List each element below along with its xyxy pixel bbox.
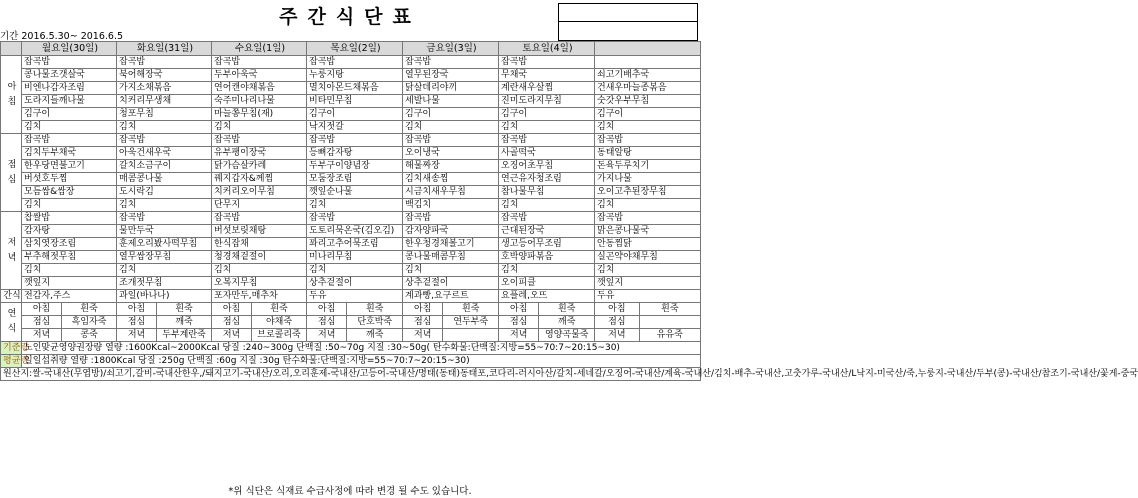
- menu-cell: 깻잎지: [595, 277, 701, 290]
- menu-cell: 낙지젓갈: [307, 121, 403, 134]
- yeonsik-slot: 점심: [403, 316, 443, 328]
- menu-cell: 치커리무생채: [117, 95, 212, 108]
- yeonsik-value: [640, 316, 700, 328]
- menu-cell: 잡곡밥: [307, 134, 403, 147]
- yeonsik-value: 흰죽: [80, 304, 98, 314]
- menu-cell: 잡곡밥: [403, 56, 499, 69]
- yeonsik-label-text: 연 식: [7, 309, 17, 334]
- menu-cell: 모듬쌈&쌈장: [22, 186, 117, 199]
- menu-cell: 도토리묵온국(김오김): [307, 225, 403, 238]
- menu-cell: 상추겉절이: [307, 277, 403, 290]
- menu-cell: 김치: [117, 121, 212, 134]
- day-header: 수요일(1일): [212, 42, 307, 56]
- menu-cell: 물만두국: [117, 225, 212, 238]
- menu-cell: 잡곡밥: [499, 56, 595, 69]
- menu-row: [1, 238, 701, 251]
- menu-cell: 가지소채볶음: [117, 82, 212, 95]
- yeonsik-value: 흰죽: [661, 304, 679, 314]
- menu-cell: 참나물무침: [499, 186, 595, 199]
- day-header: 화요일(31일): [117, 42, 212, 56]
- menu-cell: 한우당면불고기: [22, 160, 117, 173]
- menu-cell: 청경채겉절이: [212, 251, 307, 264]
- yeonsik-slot: 저녁: [117, 329, 157, 341]
- menu-cell: 감자양파국: [403, 225, 499, 238]
- snack-cell: 포자만두,매추차: [212, 290, 307, 303]
- menu-cell: 감자탕: [22, 225, 117, 238]
- menu-cell: 안동찜닭: [595, 238, 701, 251]
- menu-row: [1, 199, 701, 212]
- menu-cell: 잡곡밥: [403, 212, 499, 225]
- menu-row: [1, 134, 701, 147]
- menu-row: [1, 95, 701, 108]
- menu-cell: 김치: [22, 199, 117, 212]
- menu-cell: 김치: [595, 264, 701, 277]
- menu-cell: 김치: [307, 199, 403, 212]
- yeonsik-cell: [499, 329, 595, 342]
- yeonsik-value: 단호박죽: [357, 317, 393, 327]
- menu-cell: 오이냉국: [403, 147, 499, 160]
- menu-cell: 갈치소금구이: [117, 160, 212, 173]
- menu-cell: 잡곡밥: [117, 56, 212, 69]
- menu-cell: 호박양파볶음: [499, 251, 595, 264]
- standard-row: [1, 355, 701, 368]
- menu-cell: 비타민무침: [307, 95, 403, 108]
- menu-cell: 상추겉절이: [403, 277, 499, 290]
- menu-cell: 버섯호두찜: [22, 173, 117, 186]
- menu-cell: 찹쌀밥: [22, 212, 117, 225]
- yeonsik-value: 깨죽: [175, 317, 193, 327]
- menu-cell: 오이피클: [499, 277, 595, 290]
- menu-cell: 잡곡밥: [212, 134, 307, 147]
- meal-label: [1, 134, 22, 212]
- yeonsik-slot: 아침: [22, 303, 62, 315]
- menu-cell: 유부팽이장국: [212, 147, 307, 160]
- menu-cell: 콩나물조갯살국: [22, 69, 117, 82]
- menu-cell: 잡곡밥: [117, 134, 212, 147]
- menu-cell: 누룽지탕: [307, 69, 403, 82]
- yeonsik-cell: [212, 316, 307, 329]
- approval-box: [558, 3, 698, 41]
- yeonsik-cell: [307, 316, 403, 329]
- menu-row: [1, 160, 701, 173]
- menu-cell: 꽈리고추어묵조림: [307, 238, 403, 251]
- snack-cell: 전감자,주스: [22, 290, 117, 303]
- yeonsik-cell: [117, 316, 212, 329]
- menu-row: [1, 121, 701, 134]
- menu-cell: 생고등어무조림: [499, 238, 595, 251]
- yeonsik-cell: [22, 329, 117, 342]
- yeonsik-cell: [595, 316, 701, 329]
- snack-cell: 과일(바나나): [117, 290, 212, 303]
- yeonsik-cell: [403, 329, 499, 342]
- menu-row: [1, 264, 701, 277]
- yeonsik-cell: [22, 303, 117, 316]
- menu-cell: 잡곡밥: [499, 134, 595, 147]
- menu-cell: 열무쌈장무침: [117, 251, 212, 264]
- yeonsik-value: 흰죽: [175, 304, 193, 314]
- menu-row: [1, 82, 701, 95]
- menu-row: [1, 147, 701, 160]
- menu-cell: 한우청경채볼고기: [403, 238, 499, 251]
- menu-row: [1, 108, 701, 121]
- menu-cell: 비엔나감자조림: [22, 82, 117, 95]
- menu-cell: 김치: [212, 121, 307, 134]
- day-header: 목요일(2일): [307, 42, 403, 56]
- menu-cell: 김치: [595, 199, 701, 212]
- snack-cell: 두유: [595, 290, 701, 303]
- menu-row: [1, 251, 701, 264]
- meal-label-text: 저 녁: [7, 237, 17, 263]
- menu-cell: 한식잡채: [212, 238, 307, 251]
- yeonsik-label: [1, 303, 22, 342]
- yeonsik-slot: 아침: [403, 303, 443, 315]
- snack-cell: 계과빵,요구르트: [403, 290, 499, 303]
- menu-cell: 잡곡밥: [403, 134, 499, 147]
- menu-cell: 치커리오이무침: [212, 186, 307, 199]
- yeonsik-cell: [212, 329, 307, 342]
- menu-cell: 백김치: [403, 199, 499, 212]
- menu-cell: 부추해젓무침: [22, 251, 117, 264]
- yeonsik-row: [1, 316, 701, 329]
- menu-cell: 아욱건새우국: [117, 147, 212, 160]
- menu-cell: 김치: [595, 121, 701, 134]
- menu-cell: 버섯보릿채탕: [212, 225, 307, 238]
- menu-row: [1, 225, 701, 238]
- yeonsik-value: 영양곡물죽: [545, 330, 589, 340]
- yeonsik-row: [1, 303, 701, 316]
- menu-cell: 숙주미나리나물: [212, 95, 307, 108]
- menu-cell: 가지나물: [595, 173, 701, 186]
- header-row: [1, 42, 701, 56]
- yeonsik-slot: 점심: [212, 316, 252, 328]
- menu-cell: 김치: [403, 264, 499, 277]
- menu-cell: 단무지: [212, 199, 307, 212]
- menu-cell: 잡곡밥: [307, 212, 403, 225]
- menu-row: [1, 186, 701, 199]
- menu-cell: 김치: [499, 264, 595, 277]
- yeonsik-slot: 아침: [212, 303, 252, 315]
- menu-cell: 오복지무침: [212, 277, 307, 290]
- meal-label: [1, 56, 22, 134]
- snack-cell: 두유: [307, 290, 403, 303]
- yeonsik-slot: 아침: [595, 303, 640, 315]
- menu-cell: 쇠고기배추국: [595, 69, 701, 82]
- yeonsik-cell: [499, 303, 595, 316]
- menu-cell: 김구이: [403, 108, 499, 121]
- menu-cell: 잡곡밥: [595, 212, 701, 225]
- menu-row: [1, 277, 701, 290]
- menu-cell: 꿰지갑자&께찜: [212, 173, 307, 186]
- yeonsik-slot: 저녁: [595, 329, 640, 341]
- yeonsik-slot: 점심: [595, 316, 640, 328]
- menu-row: [1, 56, 701, 69]
- menu-cell: 김치: [499, 199, 595, 212]
- menu-cell: 두부아욱국: [212, 69, 307, 82]
- menu-cell: 김치: [403, 121, 499, 134]
- yeonsik-cell: [403, 303, 499, 316]
- menu-cell: 해물짜장: [403, 160, 499, 173]
- header-corner: [1, 42, 22, 56]
- yeonsik-slot: 저녁: [307, 329, 347, 341]
- yeonsik-value: 흰죽: [558, 304, 576, 314]
- yeonsik-value: 유유죽: [656, 330, 683, 340]
- meal-label: [1, 212, 22, 290]
- yeonsik-value: 야채죽: [265, 317, 293, 327]
- day-header: 월요일(30일): [22, 42, 117, 56]
- yeonsik-value: [443, 329, 498, 341]
- yeonsik-slot: 저녁: [22, 329, 62, 341]
- menu-cell: 계란새우살찜: [499, 82, 595, 95]
- menu-cell: 김치: [22, 121, 117, 134]
- yeonsik-slot: 저녁: [212, 329, 252, 341]
- yeonsik-slot: 아침: [117, 303, 157, 315]
- yeonsik-cell: [403, 316, 499, 329]
- menu-cell: 모둠장조림: [307, 173, 403, 186]
- yeonsik-value: 콩죽: [80, 330, 98, 340]
- menu-cell: 김치: [499, 121, 595, 134]
- yeonsik-slot: 점심: [117, 316, 157, 328]
- yeonsik-slot: 저녁: [499, 329, 539, 341]
- menu-cell: 멸치아몬드채볶음: [307, 82, 403, 95]
- menu-cell: 잡곡밥: [595, 134, 701, 147]
- menu-cell: 청포무침: [117, 108, 212, 121]
- menu-cell: 깻잎지: [22, 277, 117, 290]
- yeonsik-row: [1, 329, 701, 342]
- page-title: 주간식단표: [279, 6, 421, 28]
- origin-text: 원산지:쌀-국내산(무엽방)/쇠고기,갈비-국내산한우,/돼지고기-국내산/오리,오리훈제-국내산/고등어-국내산/명태(동태)동태포,코다리-러시아산/갈치-세네갈/오징어-국내산/계육-국내산/김치-배추-국내산,고춧가루-국내산/L낙지-미국산/죽,누룽지-국내산/두부(콩)-국내산/참조기-국내산/꽃게-중국: [1, 368, 701, 381]
- menu-cell: 김치: [22, 264, 117, 277]
- yeonsik-value: 깨죽: [366, 330, 384, 340]
- menu-cell: 두부구이양념장: [307, 160, 403, 173]
- yeonsik-value: 두부계란죽: [162, 330, 206, 340]
- menu-cell: [595, 56, 701, 69]
- menu-cell: 김구이: [22, 108, 117, 121]
- menu-cell: 잡곡밥: [22, 56, 117, 69]
- menu-cell: 도라지들깨나물: [22, 95, 117, 108]
- menu-cell: 깻잎순나물: [307, 186, 403, 199]
- menu-cell: 잡곡밥: [499, 212, 595, 225]
- menu-cell: 맑은콩나물국: [595, 225, 701, 238]
- yeonsik-slot: 점심: [307, 316, 347, 328]
- menu-cell: 연근유자청조림: [499, 173, 595, 186]
- yeonsik-cell: [117, 329, 212, 342]
- day-header: 토요일(4일): [499, 42, 595, 56]
- footnote: *위 식단은 식재료 수급사정에 따라 변경 될 수도 있습니다.: [228, 486, 472, 497]
- menu-cell: 잡곡밥: [212, 212, 307, 225]
- yeonsik-value: 흑임자죽: [71, 317, 107, 327]
- menu-cell: 잡곡밥: [307, 56, 403, 69]
- menu-cell: 닭가슴살카레: [212, 160, 307, 173]
- day-header: 금요일(3일): [403, 42, 499, 56]
- menu-cell: 도시락김: [117, 186, 212, 199]
- menu-cell: 오이고추된장무침: [595, 186, 701, 199]
- standard-label: 평균량: [1, 355, 22, 368]
- yeonsik-cell: [499, 316, 595, 329]
- menu-cell: 김치: [117, 264, 212, 277]
- menu-cell: 김구이: [499, 108, 595, 121]
- menu-cell: 김치: [212, 264, 307, 277]
- menu-cell: 훈제오리봤사떡무침: [117, 238, 212, 251]
- menu-cell: 매콤콩나물: [117, 173, 212, 186]
- day-header-sunday: [595, 42, 701, 56]
- yeonsik-cell: [595, 303, 701, 316]
- yeonsik-value: 흰죽: [270, 304, 288, 314]
- menu-cell: 닭살데리야끼: [403, 82, 499, 95]
- menu-cell: 미나리무침: [307, 251, 403, 264]
- meal-label-text: 아 침: [7, 81, 17, 107]
- yeonsik-slot: 아침: [307, 303, 347, 315]
- yeonsik-value: 브로콜리죽: [257, 330, 301, 340]
- menu-cell: 김구이: [595, 108, 701, 121]
- menu-row: [1, 173, 701, 186]
- menu-cell: 마늘쫑무침(재): [212, 108, 307, 121]
- menu-cell: 잡곡밥: [22, 134, 117, 147]
- menu-cell: 연어캔야채볶음: [212, 82, 307, 95]
- menu-cell: 실곤약야채무침: [595, 251, 701, 264]
- menu-cell: 근대된장국: [499, 225, 595, 238]
- menu-cell: 콩나물매콤무침: [403, 251, 499, 264]
- standard-label: 기준량: [1, 342, 22, 355]
- yeonsik-cell: [212, 303, 307, 316]
- yeonsik-cell: [22, 316, 117, 329]
- yeonsik-slot: 저녁: [403, 329, 443, 341]
- menu-cell: 김치두부채국: [22, 147, 117, 160]
- standard-row: [1, 342, 701, 355]
- menu-cell: 돈육두루치기: [595, 160, 701, 173]
- menu-cell: 진미도라지무침: [499, 95, 595, 108]
- menu-cell: 북어해장국: [117, 69, 212, 82]
- yeonsik-value: 흰죽: [462, 304, 480, 314]
- snack-label: 간식: [1, 290, 22, 303]
- menu-cell: 잡곡밥: [117, 212, 212, 225]
- yeonsik-cell: [595, 329, 701, 342]
- menu-cell: 삼치엿장조림: [22, 238, 117, 251]
- standard-text: 일일섭취량 열량 :1800Kcal 당질 :250g 단백질 :60g 지질 :30g 탄수화물:단백질:지방=55~70:7~20:15~30): [22, 355, 701, 368]
- menu-cell: 세발나물: [403, 95, 499, 108]
- yeonsik-value: 깨죽: [558, 317, 576, 327]
- menu-cell: 김치: [307, 264, 403, 277]
- yeonsik-cell: [307, 329, 403, 342]
- snack-row: [1, 290, 701, 303]
- menu-cell: 사골떡국: [499, 147, 595, 160]
- yeonsik-cell: [307, 303, 403, 316]
- menu-cell: 열무된장국: [403, 69, 499, 82]
- menu-row: [1, 212, 701, 225]
- menu-cell: 숫갓우부무침: [595, 95, 701, 108]
- yeonsik-value: 흰죽: [366, 304, 384, 314]
- standard-text: 노인맞균영양권장량 열량 :1600Kcal~2000Kcal 당질 :240~300g 단백질 :50~70g 지질 :30~50g( 탄수화물:단백질:지방=55~70:7~20:15~30): [22, 342, 701, 355]
- menu-cell: 시금치새우무침: [403, 186, 499, 199]
- menu-cell: 잡곡밥: [212, 56, 307, 69]
- menu-cell: 등뼈감자탕: [307, 147, 403, 160]
- yeonsik-slot: 아침: [499, 303, 539, 315]
- period-label: 기간 2016.5.30~ 2016.6.5: [0, 31, 124, 42]
- origin-row: [1, 368, 701, 381]
- menu-row: [1, 69, 701, 82]
- yeonsik-cell: [117, 303, 212, 316]
- yeonsik-slot: 점심: [499, 316, 539, 328]
- snack-cell: 요플레,오뜨: [499, 290, 595, 303]
- menu-cell: 김치새송찜: [403, 173, 499, 186]
- menu-cell: 김치: [117, 199, 212, 212]
- meal-label-text: 점 심: [7, 159, 17, 185]
- yeonsik-slot: 점심: [22, 316, 62, 328]
- menu-cell: 동태알탕: [595, 147, 701, 160]
- menu-cell: 오징어초무침: [499, 160, 595, 173]
- menu-table: [0, 41, 1138, 381]
- menu-cell: 건새우마늘종볶음: [595, 82, 701, 95]
- yeonsik-value: 연두부죽: [453, 317, 489, 327]
- menu-cell: 무채국: [499, 69, 595, 82]
- menu-cell: 김구이: [307, 108, 403, 121]
- menu-cell: 조개젓무침: [117, 277, 212, 290]
